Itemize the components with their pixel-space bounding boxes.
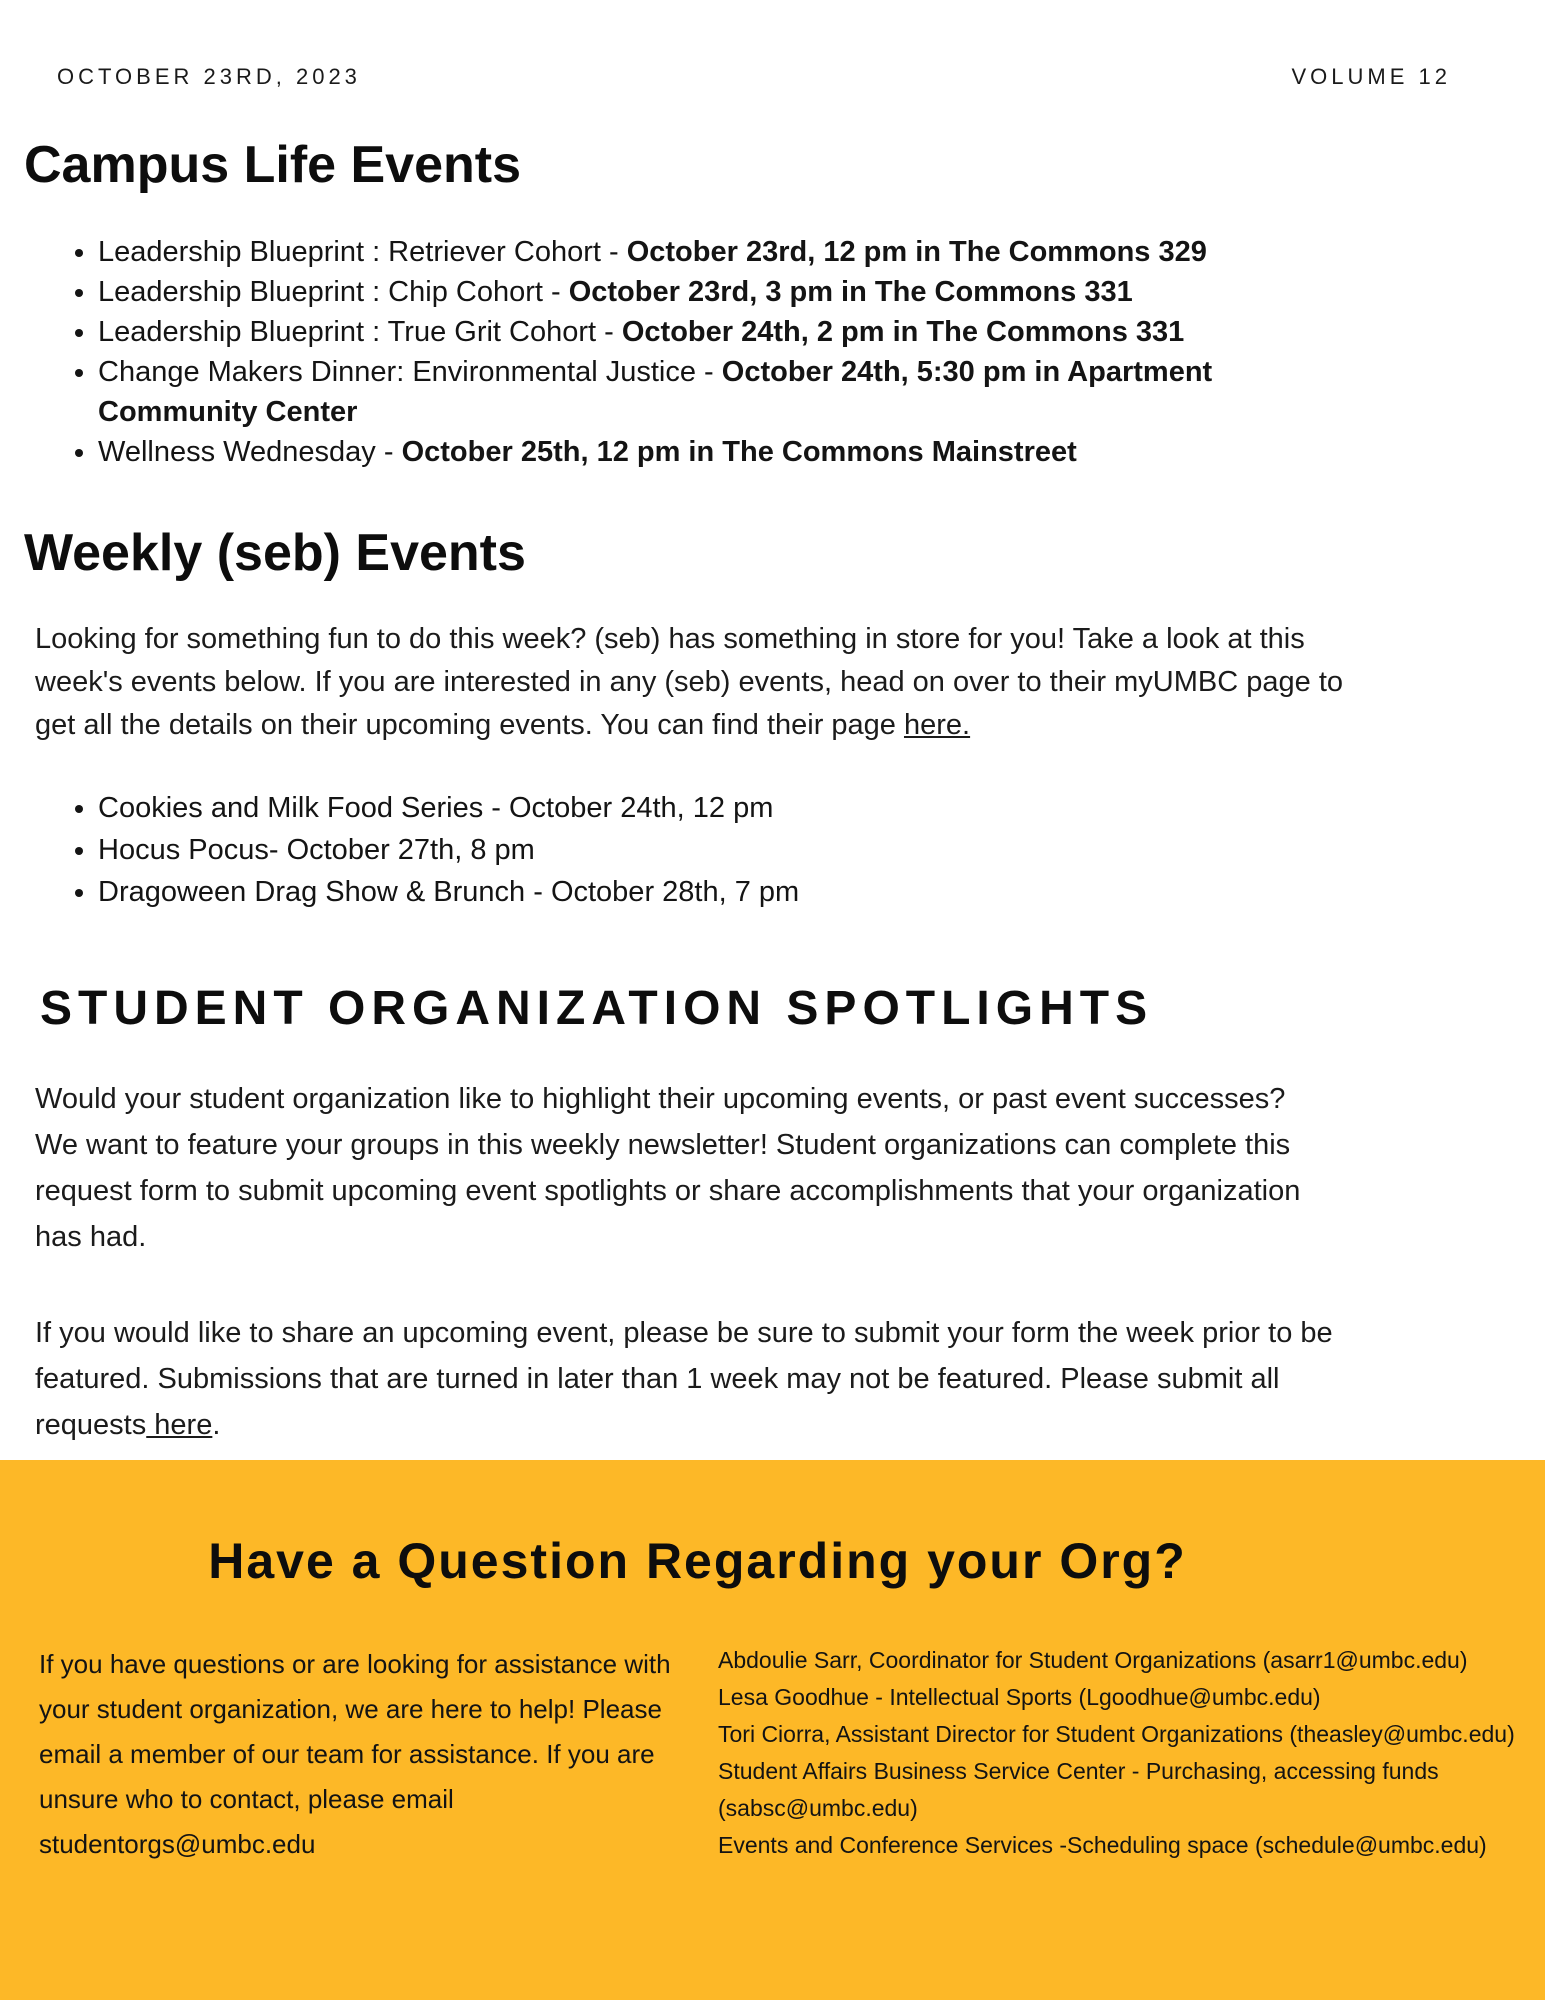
contact-line: Lesa Goodhue - Intellectual Sports (Lgoodhue@umbc.edu): [718, 1684, 1321, 1710]
contact-line: Tori Ciorra, Assistant Director for Student Organizations (theasley@umbc.edu): [718, 1721, 1515, 1747]
footer-help-text: If you have questions or are looking for assistance with your student organization, we are here to help! Please email a member of our team for assistance. If you are unsure who to contact, please email studentorgs@umbc.edu: [39, 1649, 671, 1859]
event-name: Wellness Wednesday -: [98, 435, 402, 468]
event-name: Leadership Blueprint : Chip Cohort -: [98, 275, 569, 308]
list-item: [98, 272, 1545, 312]
contact-line: Abdoulie Sarr, Coordinator for Student Organizations (asarr1@umbc.edu): [718, 1647, 1468, 1673]
paragraph-text: If you would like to share an upcoming event, please be sure to submit your form the week prior to be featured. Submissions that are turned in later than 1 week may not be featured. Please submit all requests: [35, 1316, 1333, 1441]
list-item: [98, 352, 1545, 432]
seb-page-link[interactable]: here.: [903, 708, 971, 741]
question-footer-section: [0, 1460, 1545, 2000]
list-item: [98, 432, 1545, 472]
spotlights-title: STUDENT ORGANIZATION SPOTLIGHTS: [40, 981, 1154, 1035]
issue-date: OCTOBER 23RD, 2023: [57, 64, 361, 89]
footer-title: Have a Question Regarding your Org?: [208, 1533, 1187, 1589]
intro-text: Looking for something fun to do this week? (seb) has something in store for you! Take a look at this week's events below. If you are interested in any (seb) events, head on over to their myUMBC page to get all the details on their upcoming events. You can find their page: [35, 622, 1344, 741]
event-detail: October 23rd, 12 pm in The Commons 329: [626, 235, 1207, 268]
weekly-seb-title: Weekly (seb) Events: [24, 523, 526, 582]
meta-row: [0, 0, 1545, 90]
campus-life-event-list: [0, 232, 1545, 472]
submit-request-link[interactable]: here: [146, 1408, 213, 1441]
event-name: Leadership Blueprint : Retriever Cohort -: [98, 235, 627, 268]
campus-life-title: Campus Life Events: [24, 136, 522, 194]
spotlights-paragraph-1: Would your student organization like to highlight their upcoming events, or past event successes? We want to feature your groups in this weekly newsletter! Student organizations can complete this request form to submit upcoming event spotlights or share accomplishments that your organization has had.: [35, 1082, 1301, 1253]
event-detail: October 25th, 12 pm in The Commons Mainstreet: [401, 435, 1077, 468]
event-detail: October 24th, 5:30 pm in Apartment Community Center: [98, 355, 1213, 428]
spotlights-paragraph-2: [35, 1310, 1335, 1448]
list-item: • Hocus Pocus- October 27th, 8 pm: [98, 829, 1545, 871]
paragraph-text: .: [212, 1408, 221, 1441]
volume-label: VOLUME 12: [1291, 64, 1451, 89]
seb-event-list: [0, 787, 1545, 913]
footer-columns: [0, 1642, 1545, 1867]
list-item: • Dragoween Drag Show & Brunch - October 28th, 7 pm: [98, 871, 1545, 913]
event-name: Change Makers Dinner: Environmental Justice -: [98, 355, 722, 388]
list-item: [98, 312, 1545, 352]
footer-contact-list: [718, 1642, 1518, 1867]
contact-line: Events and Conference Services -Scheduling space (schedule@umbc.edu): [718, 1832, 1487, 1858]
event-detail: October 23rd, 3 pm in The Commons 331: [568, 275, 1133, 308]
list-item: • Cookies and Milk Food Series - October 24th, 12 pm: [98, 787, 1545, 829]
list-item: [98, 232, 1545, 272]
weekly-seb-intro: [35, 618, 1355, 747]
event-detail: October 24th, 2 pm in The Commons 331: [621, 315, 1185, 348]
event-name: Leadership Blueprint : True Grit Cohort -: [98, 315, 622, 348]
contact-line: Student Affairs Business Service Center - Purchasing, accessing funds (sabsc@umbc.edu): [718, 1758, 1439, 1821]
